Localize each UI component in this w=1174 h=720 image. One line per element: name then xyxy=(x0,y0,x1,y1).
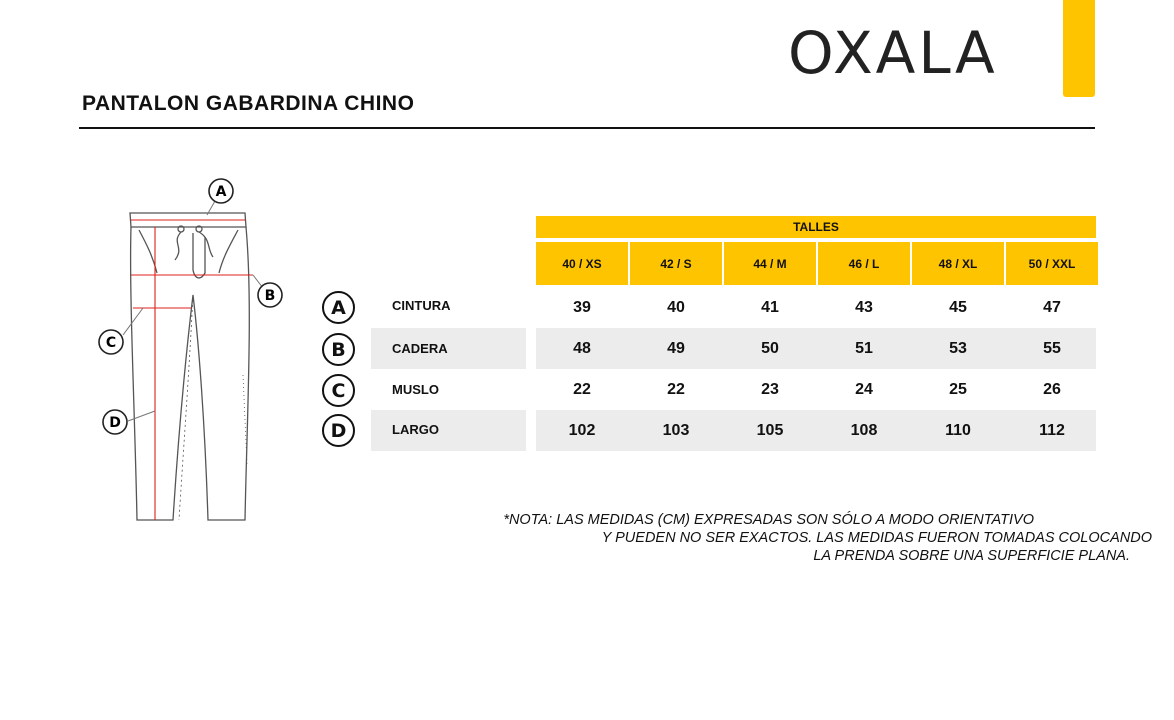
row-letter-c: C xyxy=(322,374,355,407)
row-label-muslo: MUSLO xyxy=(392,382,439,397)
row-letter-d: D xyxy=(322,414,355,447)
table-cell: 51 xyxy=(855,339,873,357)
table-cell: 49 xyxy=(667,339,685,357)
talles-header: TALLES xyxy=(536,216,1096,238)
row-label-cadera: CADERA xyxy=(392,341,448,356)
row-letter-a: A xyxy=(322,291,355,324)
diagram-label-d: D xyxy=(109,415,121,431)
title-divider xyxy=(79,127,1095,129)
note-line-1: *NOTA: LAS MEDIDAS (CM) EXPRESADAS SON SÓLO A MODO ORIENTATIVO xyxy=(503,512,1034,528)
table-cell: 55 xyxy=(1043,339,1061,357)
table-cell: 47 xyxy=(1043,298,1061,316)
table-cell: 22 xyxy=(667,380,685,398)
diagram-label-a: A xyxy=(215,184,227,200)
table-cell: 45 xyxy=(949,298,967,316)
size-header-s: 42 / S xyxy=(630,242,722,285)
table-cell: 53 xyxy=(949,339,967,357)
measurement-note xyxy=(470,511,1152,565)
size-header-l: 46 / L xyxy=(818,242,910,285)
table-cell: 41 xyxy=(761,298,779,316)
table-cell: 40 xyxy=(667,298,685,316)
table-cell: 50 xyxy=(761,339,779,357)
brand-accent-bar xyxy=(1063,0,1095,97)
table-cell: 26 xyxy=(1043,380,1061,398)
table-cell: 43 xyxy=(855,298,873,316)
table-cell: 24 xyxy=(855,380,873,398)
table-cell: 23 xyxy=(761,380,779,398)
size-header-xl: 48 / XL xyxy=(912,242,1004,285)
pants-diagram xyxy=(95,175,295,530)
table-cell: 102 xyxy=(568,421,596,439)
brand-logo: OXALA xyxy=(788,19,998,87)
table-cell: 25 xyxy=(949,380,967,398)
size-header-m: 44 / M xyxy=(724,242,816,285)
table-cell: 48 xyxy=(573,339,591,357)
table-cell: 110 xyxy=(945,421,971,439)
table-cell: 39 xyxy=(573,298,591,316)
row-label-cintura: CINTURA xyxy=(392,298,451,313)
table-cell: 112 xyxy=(1039,421,1065,439)
note-line-3: LA PRENDA SOBRE UNA SUPERFICIE PLANA. xyxy=(813,548,1130,564)
table-cell: 103 xyxy=(662,421,690,439)
row-label-largo: LARGO xyxy=(392,422,439,437)
row-letter-b: B xyxy=(322,333,355,366)
diagram-label-b: B xyxy=(264,288,276,304)
table-cell: 108 xyxy=(850,421,878,439)
table-cell: 105 xyxy=(756,421,784,439)
size-header-xs: 40 / XS xyxy=(536,242,628,285)
size-header-xxl: 50 / XXL xyxy=(1006,242,1098,285)
table-cell: 22 xyxy=(573,380,591,398)
product-title: PANTALON GABARDINA CHINO xyxy=(82,92,415,115)
note-line-2: Y PUEDEN NO SER EXACTOS. LAS MEDIDAS FUERON TOMADAS COLOCANDO xyxy=(601,530,1152,546)
diagram-label-c: C xyxy=(105,335,117,351)
